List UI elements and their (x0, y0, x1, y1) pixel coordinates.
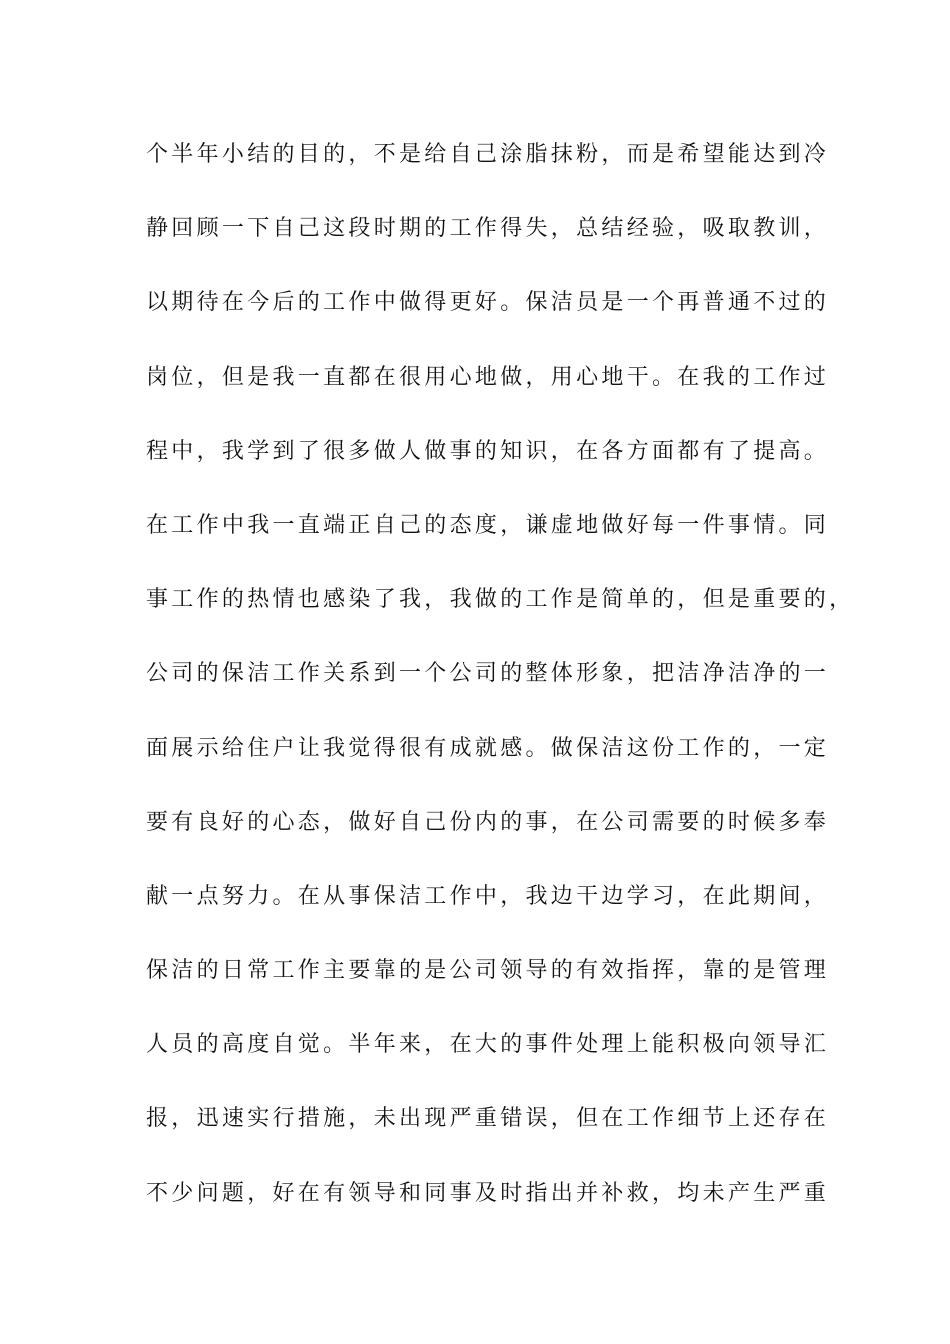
text-line: 公司的保洁工作关系到一个公司的整体形象，把洁净洁净的一 (146, 661, 830, 687)
text-line: 以期待在今后的工作中做得更好。保洁员是一个再普通不过的 (146, 290, 830, 316)
text-line: 面展示给住户让我觉得很有成就感。做保洁这份工作的，一定 (146, 735, 830, 761)
text-line: 人员的高度自觉。半年来，在大的事件处理上能积极向领导汇 (146, 1032, 830, 1058)
text-line: 静回顾一下自己这段时期的工作得失，总结经验，吸取教训， (146, 216, 830, 242)
text-line: 不少问题，好在有领导和同事及时指出并补救，均未产生严重 (146, 1180, 830, 1206)
text-line: 献一点努力。在从事保洁工作中，我边干边学习，在此期间， (146, 883, 830, 909)
text-line: 个半年小结的目的，不是给自己涂脂抹粉，而是希望能达到冷 (146, 142, 830, 167)
text-line: 岗位，但是我一直都在很用心地做，用心地干。在我的工作过 (146, 364, 830, 390)
text-line: 事工作的热情也感染了我，我做的工作是简单的，但是重要的， (146, 587, 855, 613)
text-line: 报，迅速实行措施，未出现严重错误，但在工作细节上还存在 (146, 1106, 830, 1132)
document-body (146, 126, 855, 1239)
text-line: 保洁的日常工作主要靠的是公司领导的有效指挥，靠的是管理 (146, 958, 830, 984)
text-line: 在工作中我一直端正自己的态度，谦虚地做好每一件事情。同 (146, 512, 830, 538)
text-line: 程中，我学到了很多做人做事的知识，在各方面都有了提高。 (146, 438, 830, 464)
text-line: 要有良好的心态，做好自己份内的事，在公司需要的时候多奉 (146, 809, 830, 835)
